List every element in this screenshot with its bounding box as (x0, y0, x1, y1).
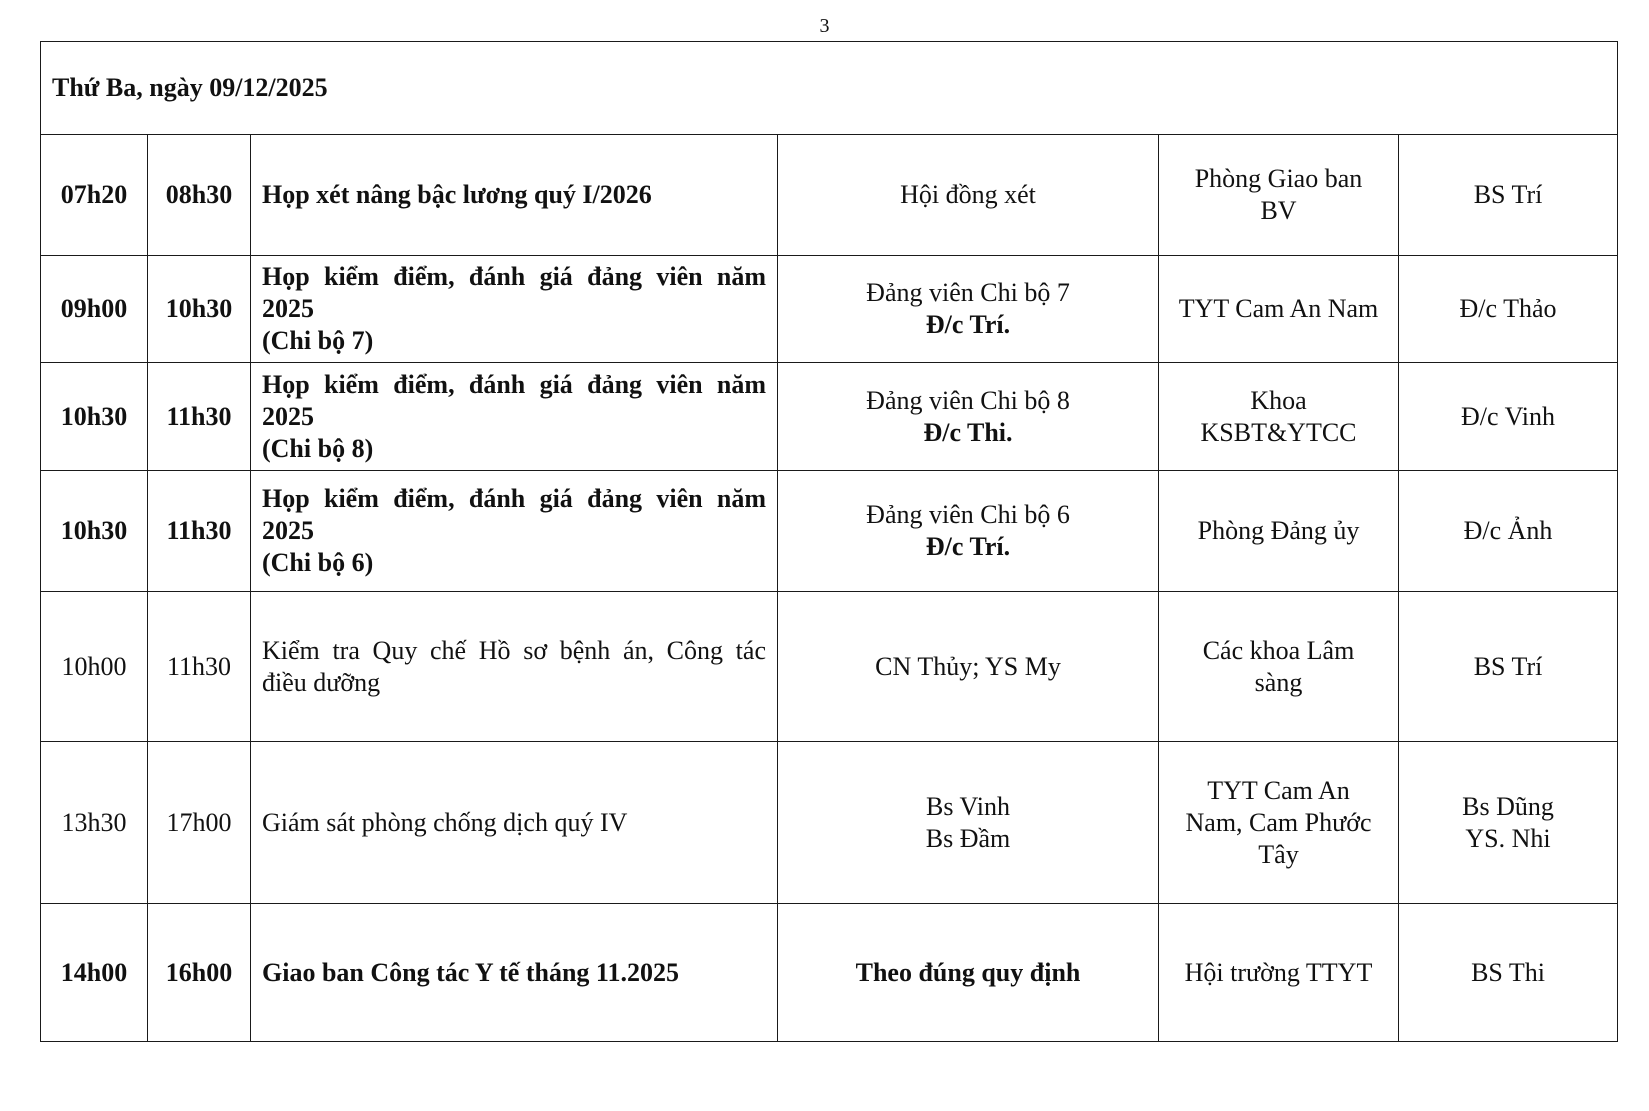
participants: Theo đúng quy định (778, 904, 1159, 1042)
table-row (41, 135, 1618, 256)
table-row (41, 904, 1618, 1042)
table-row (41, 592, 1618, 742)
table-row (41, 363, 1618, 471)
table-row (41, 471, 1618, 592)
location: TYT Cam An Nam (1159, 256, 1399, 363)
chair: Bs Dũng YS. Nhi (1399, 742, 1618, 904)
location: Các khoa Lâm sàng (1159, 592, 1399, 742)
table-row (41, 256, 1618, 363)
participants: Đảng viên Chi bộ 8 Đ/c Thi. (778, 363, 1159, 471)
end-time: 17h00 (148, 742, 251, 904)
chair: BS Trí (1399, 135, 1618, 256)
end-time: 16h00 (148, 904, 251, 1042)
meeting-content: Họp xét nâng bậc lương quý I/2026 (251, 135, 778, 256)
chair: BS Thi (1399, 904, 1618, 1042)
day-header-row (41, 42, 1618, 135)
start-time: 07h20 (41, 135, 148, 256)
chair: Đ/c Ảnh (1399, 471, 1618, 592)
start-time: 14h00 (41, 904, 148, 1042)
start-time: 13h30 (41, 742, 148, 904)
end-time: 10h30 (148, 256, 251, 363)
meeting-content: Kiểm tra Quy chế Hồ sơ bệnh án, Công tác điều dưỡng (251, 592, 778, 742)
start-time: 10h30 (41, 363, 148, 471)
participants: CN Thủy; YS My (778, 592, 1159, 742)
table-row (41, 742, 1618, 904)
meeting-content: Họp kiểm điểm, đánh giá đảng viên năm 2025 (Chi bộ 8) (251, 363, 778, 471)
meeting-content: Giao ban Công tác Y tế tháng 11.2025 (251, 904, 778, 1042)
end-time: 08h30 (148, 135, 251, 256)
page-number: 3 (819, 15, 830, 37)
chair: Đ/c Thảo (1399, 256, 1618, 363)
participants: Hội đồng xét (778, 135, 1159, 256)
end-time: 11h30 (148, 363, 251, 471)
location: Hội trường TTYT (1159, 904, 1399, 1042)
location: TYT Cam An Nam, Cam Phước Tây (1159, 742, 1399, 904)
location: Khoa KSBT&YTCC (1159, 363, 1399, 471)
end-time: 11h30 (148, 592, 251, 742)
participants: Bs Vinh Bs Đầm (778, 742, 1159, 904)
schedule-table (40, 41, 1618, 1042)
location: Phòng Đảng ủy (1159, 471, 1399, 592)
meeting-content: Họp kiểm điểm, đánh giá đảng viên năm 2025 (Chi bộ 7) (251, 256, 778, 363)
end-time: 11h30 (148, 471, 251, 592)
meeting-content: Giám sát phòng chống dịch quý IV (251, 742, 778, 904)
start-time: 10h00 (41, 592, 148, 742)
chair: BS Trí (1399, 592, 1618, 742)
start-time: 10h30 (41, 471, 148, 592)
chair: Đ/c Vinh (1399, 363, 1618, 471)
start-time: 09h00 (41, 256, 148, 363)
meeting-content: Họp kiểm điểm, đánh giá đảng viên năm 2025 (Chi bộ 6) (251, 471, 778, 592)
day-header: Thứ Ba, ngày 09/12/2025 (41, 42, 1618, 135)
participants: Đảng viên Chi bộ 6 Đ/c Trí. (778, 471, 1159, 592)
location: Phòng Giao ban BV (1159, 135, 1399, 256)
participants: Đảng viên Chi bộ 7 Đ/c Trí. (778, 256, 1159, 363)
